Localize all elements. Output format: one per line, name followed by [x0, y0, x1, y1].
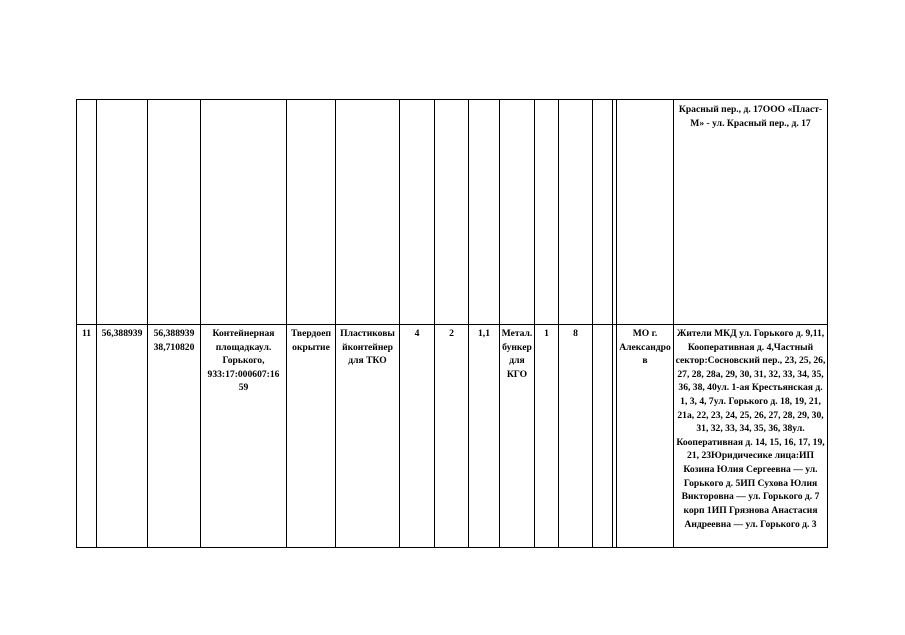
cell-volume: [469, 100, 500, 325]
cell-sources: [674, 325, 828, 548]
cell-surface: Твердоеп окрытие: [287, 325, 336, 548]
cell-qty-b: [435, 100, 469, 325]
cell-bunker: [500, 100, 535, 325]
cell-volume: 1,1: [469, 325, 500, 548]
cell-empty-a: [593, 100, 613, 325]
cell-qty-c: [535, 100, 559, 325]
cell-number: [77, 100, 97, 325]
cell-qty-a: 4: [400, 325, 435, 548]
sources-text: Красный пер., д. 17ООО «Пласт- М» - ул. Красный пер., д. 17: [678, 104, 823, 129]
cell-qty-c: 1: [535, 325, 559, 548]
cell-owner: [617, 100, 674, 325]
cell-qty-a: [400, 100, 435, 325]
registry-table: [76, 99, 828, 548]
sources-text: Жители МКД ул. Горького д. 9,11, Кооперативная д. 4,Частный сектор:Сосновский пер., 23, 25, 26, 27, 28, 28а, 29, 30, 31, 32, 33, 34, 35, 36, 38, 40ул. 1-ая Крестьянская д. 1, 3, 4, 7ул. Горького д. 18, 19, 21, 21а, 22, 23, 24, 25, 26, 27, 28, 29, 30, 31, 32, 33, 34, 35, 36, 38ул. Кооперативная д. 14, 15, 16, 17, 19, 21, 23Юридичесике лица:ИП Козина Юлия Сергеевна — ул. Горького д. 5ИП Сухова Юлия Викторовна — ул. Горького д. 7 корп 1ИП Грязнова Анастасия Андреевна — ул. Горького д. 3: [675, 328, 826, 530]
table-row-continued: [77, 100, 828, 325]
cell-bunker: Метал. бункер для КГО: [500, 325, 535, 548]
cell-site-address: [201, 100, 287, 325]
cell-coordinates: 56,388939 38,710820: [148, 325, 201, 548]
cell-qty-d: [559, 100, 593, 325]
cell-coordinates: [148, 100, 201, 325]
cell-qty-b: 2: [435, 325, 469, 548]
cell-latitude: 56,388939: [97, 325, 148, 548]
cell-sources: [674, 100, 828, 325]
cell-owner: МО г. Александро в: [617, 325, 674, 548]
table-row: [77, 325, 828, 548]
cell-latitude: [97, 100, 148, 325]
cell-container-type: Пластиковы йконтейнер для ТКО: [336, 325, 400, 548]
cell-qty-d: 8: [559, 325, 593, 548]
cell-surface: [287, 100, 336, 325]
cell-number: 11: [77, 325, 97, 548]
cell-empty-a: [593, 325, 613, 548]
cell-container-type: [336, 100, 400, 325]
cell-site-address: Контейнерная площадкаул. Горького, 933:17:000607:16 59: [201, 325, 287, 548]
